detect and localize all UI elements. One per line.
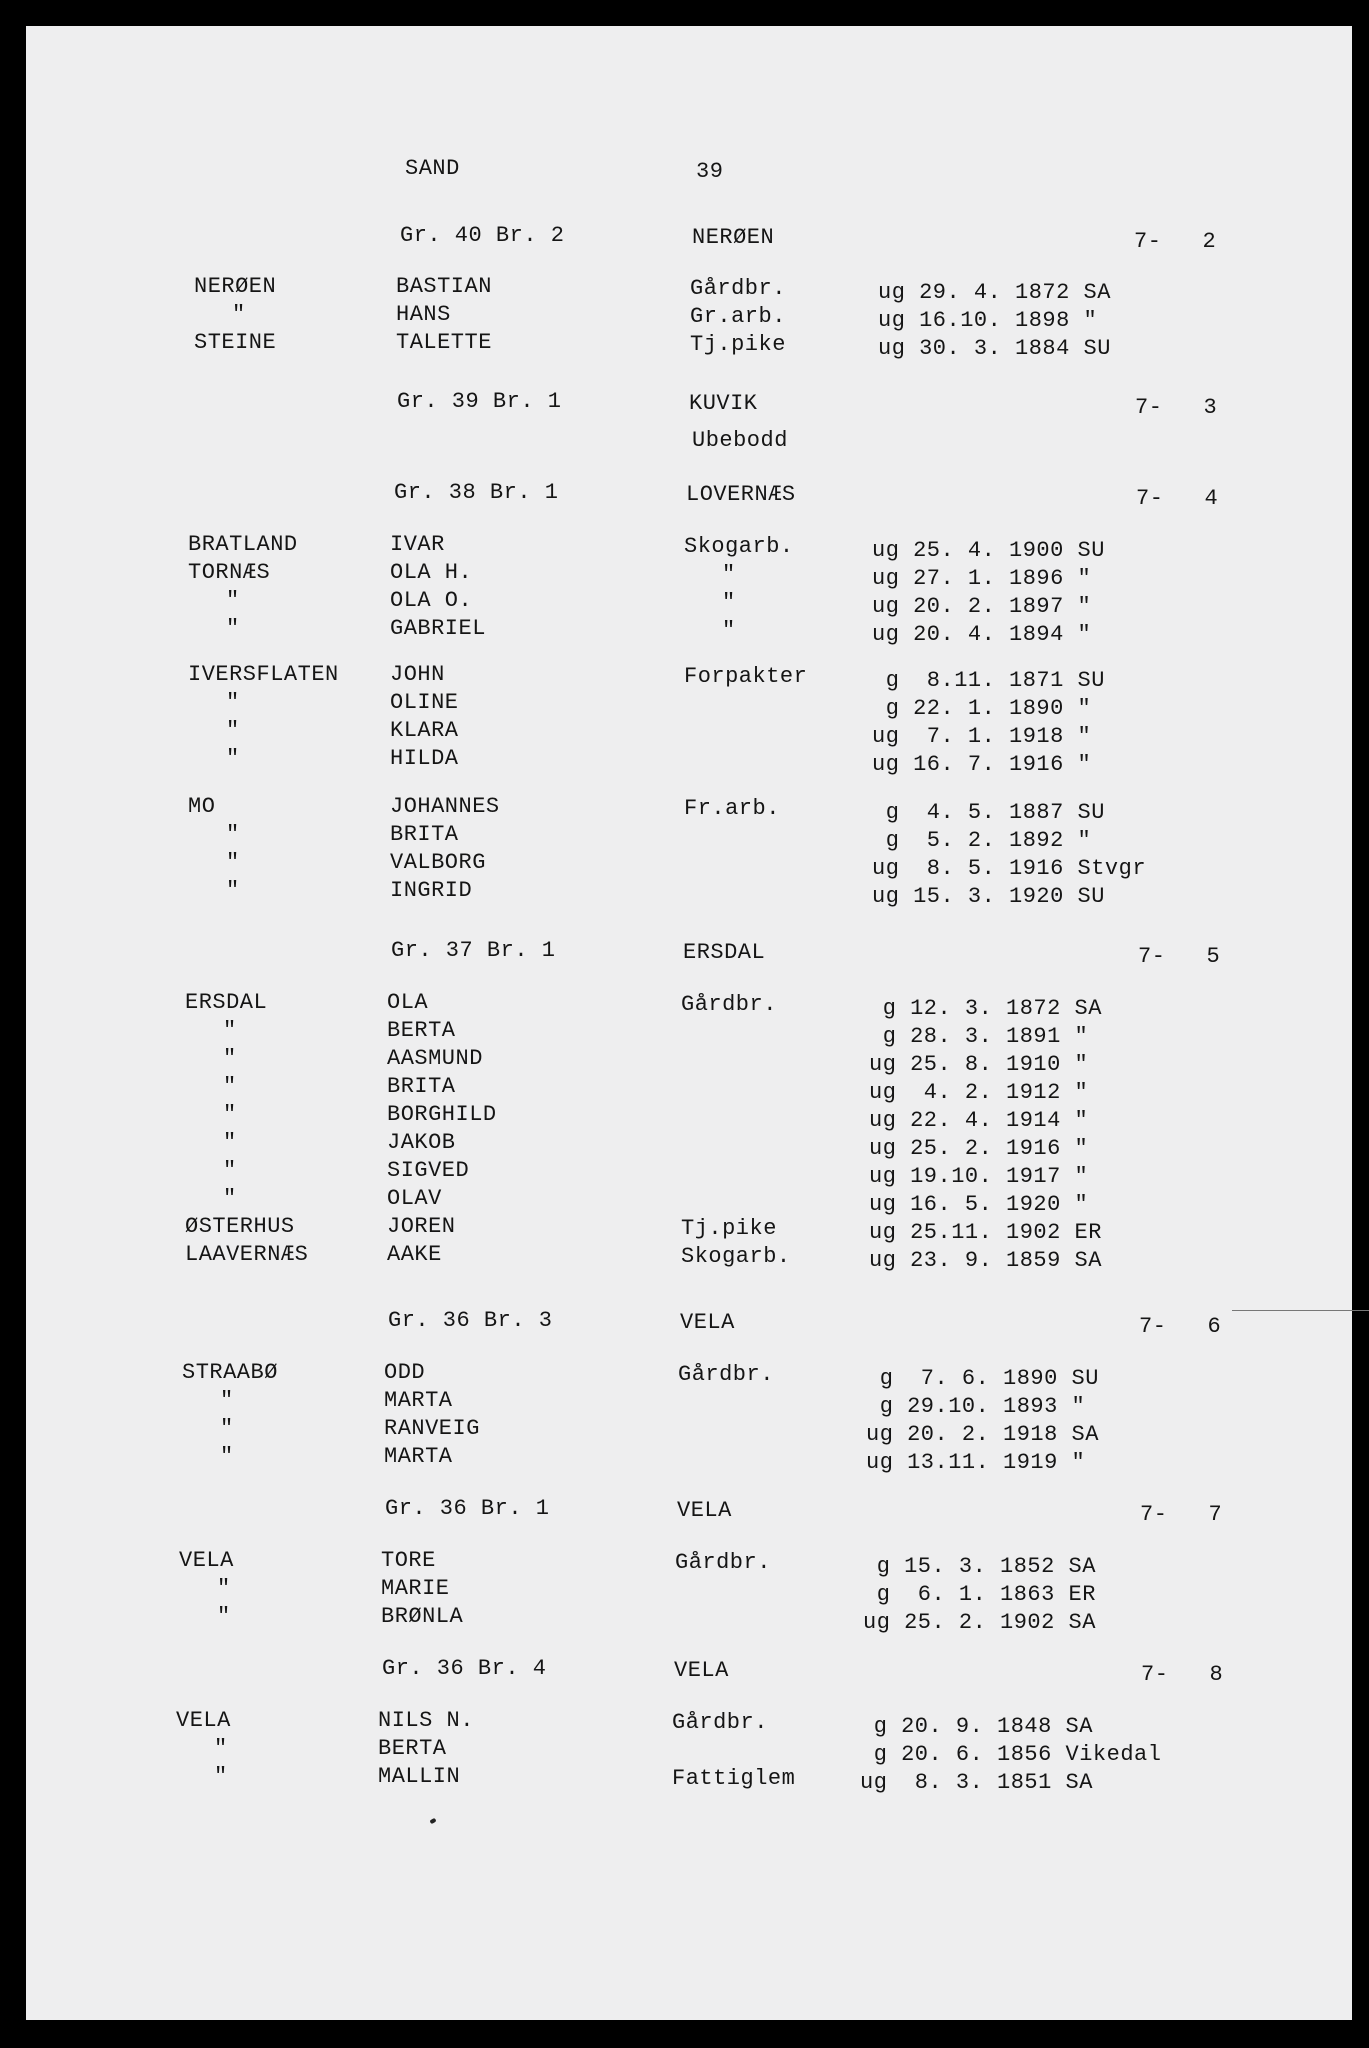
row-origin: " (223, 1046, 237, 1071)
row-birth-date: ug 4. 2. 1912 " (869, 1080, 1089, 1105)
row-origin: " (214, 1736, 228, 1761)
row-birth-date: g 6. 1. 1863 ER (863, 1582, 1096, 1607)
row-name: SIGVED (387, 1158, 470, 1183)
row-origin: TORNÆS (188, 560, 271, 585)
row-name: JOREN (387, 1214, 456, 1239)
row-name: MARTA (384, 1388, 453, 1413)
row-name: BRITA (387, 1074, 456, 1099)
row-birth-date: ug 16. 7. 1916 " (872, 752, 1092, 777)
row-occupation: Gårdbr. (675, 1550, 771, 1575)
section-group-number: Gr. 37 Br. 1 (391, 938, 556, 963)
row-name: BASTIAN (396, 274, 492, 299)
row-name: MARTA (384, 1444, 453, 1469)
section-farm-name: ERSDAL (683, 940, 766, 965)
section-divider (1232, 1310, 1369, 1311)
row-birth-date: ug 25. 2. 1916 " (869, 1136, 1089, 1161)
section-code: 7- 4 (1136, 486, 1219, 511)
row-name: VALBORG (390, 850, 486, 875)
row-origin: MO (188, 794, 216, 819)
section-code: 7- 6 (1139, 1314, 1222, 1339)
row-origin: " (223, 1130, 237, 1155)
row-origin: " (226, 718, 240, 743)
row-origin: " (220, 1388, 234, 1413)
row-origin: " (226, 850, 240, 875)
section-group-number: Gr. 36 Br. 1 (385, 1496, 550, 1521)
row-occupation: Tj.pike (690, 332, 786, 357)
row-birth-date: ug 22. 4. 1914 " (869, 1108, 1089, 1133)
row-occupation: " (722, 562, 736, 587)
section-farm-name: VELA (674, 1658, 729, 1683)
row-origin: " (220, 1444, 234, 1469)
row-origin: VELA (176, 1708, 231, 1733)
row-origin: IVERSFLATEN (188, 662, 339, 687)
row-origin: ØSTERHUS (185, 1214, 295, 1239)
section-code: 7- 8 (1141, 1662, 1224, 1687)
page-number: 39 (696, 159, 724, 184)
row-name: JOHN (390, 662, 445, 687)
row-name: OLINE (390, 690, 459, 715)
row-name: BORGHILD (387, 1102, 497, 1127)
row-birth-date: ug 20. 4. 1894 " (872, 622, 1092, 647)
row-birth-date: ug 25.11. 1902 ER (869, 1220, 1102, 1245)
row-occupation: Gårdbr. (690, 276, 786, 301)
row-origin: " (226, 822, 240, 847)
row-name: IVAR (390, 532, 445, 557)
row-birth-date: g 28. 3. 1891 " (869, 1024, 1089, 1049)
row-occupation: Gårdbr. (678, 1362, 774, 1387)
row-origin: " (214, 1764, 228, 1789)
row-birth-date: g 29.10. 1893 " (866, 1394, 1086, 1419)
row-birth-date: g 4. 5. 1887 SU (872, 800, 1105, 825)
row-birth-date: ug 20. 2. 1897 " (872, 594, 1092, 619)
row-birth-date: g 7. 6. 1890 SU (866, 1366, 1099, 1391)
row-name: TORE (381, 1548, 436, 1573)
row-occupation: Fr.arb. (684, 796, 780, 821)
row-birth-date: g 20. 6. 1856 Vikedal (860, 1742, 1162, 1767)
section-group-number: Gr. 36 Br. 4 (382, 1656, 547, 1681)
document-page (26, 26, 1352, 2020)
row-birth-date: ug 8. 5. 1916 Stvgr (872, 856, 1147, 881)
row-occupation: Tj.pike (681, 1216, 777, 1241)
section-code: 7- 3 (1135, 395, 1218, 420)
row-origin: " (220, 1416, 234, 1441)
row-name: BERTA (387, 1018, 456, 1043)
row-name: TALETTE (396, 330, 492, 355)
row-name: MARIE (381, 1576, 450, 1601)
row-name: GABRIEL (390, 616, 486, 641)
row-name: RANVEIG (384, 1416, 480, 1441)
row-birth-date: ug 8. 3. 1851 SA (860, 1770, 1093, 1795)
row-occupation: Gårdbr. (672, 1710, 768, 1735)
row-occupation: Skogarb. (681, 1244, 791, 1269)
row-origin: " (226, 746, 240, 771)
row-name: NILS N. (378, 1708, 474, 1733)
row-name: ODD (384, 1360, 426, 1385)
section-farm-name: KUVIK (689, 391, 758, 416)
row-name: MALLIN (378, 1764, 461, 1789)
row-name: OLA (387, 990, 429, 1015)
row-birth-date: g 8.11. 1871 SU (872, 668, 1105, 693)
row-origin: " (223, 1158, 237, 1183)
row-name: AAKE (387, 1242, 442, 1267)
row-birth-date: ug 23. 9. 1859 SA (869, 1248, 1102, 1273)
row-origin: LAAVERNÆS (185, 1242, 309, 1267)
row-name: JAKOB (387, 1130, 456, 1155)
row-name: OLAV (387, 1186, 442, 1211)
row-name: BRØNLA (381, 1604, 464, 1629)
row-origin: " (223, 1186, 237, 1211)
row-origin: STRAABØ (182, 1360, 278, 1385)
row-birth-date: ug 19.10. 1917 " (869, 1164, 1089, 1189)
row-name: KLARA (390, 718, 459, 743)
section-code: 7- 7 (1140, 1502, 1223, 1527)
row-origin: VELA (179, 1548, 234, 1573)
row-name: OLA O. (390, 588, 473, 613)
section-farm-name: LOVERNÆS (686, 482, 796, 507)
row-birth-date: ug 16.10. 1898 " (878, 308, 1098, 333)
row-name: BERTA (378, 1736, 447, 1761)
row-name: OLA H. (390, 560, 473, 585)
section-code: 7- 2 (1134, 229, 1217, 254)
row-birth-date: g 22. 1. 1890 " (872, 696, 1092, 721)
row-name: HANS (396, 302, 451, 327)
row-birth-date: ug 27. 1. 1896 " (872, 566, 1092, 591)
row-birth-date: ug 30. 3. 1884 SU (878, 336, 1111, 361)
section-farm-name: VELA (677, 1498, 732, 1523)
section-note: Ubebodd (692, 428, 788, 453)
row-origin: " (217, 1604, 231, 1629)
row-origin: " (226, 878, 240, 903)
stray-mark (429, 1818, 436, 1824)
row-occupation: Gårdbr. (681, 992, 777, 1017)
section-group-number: Gr. 40 Br. 2 (400, 223, 565, 248)
row-birth-date: ug 25. 4. 1900 SU (872, 538, 1105, 563)
section-group-number: Gr. 39 Br. 1 (397, 389, 562, 414)
row-name: BRITA (390, 822, 459, 847)
row-origin: BRATLAND (188, 532, 298, 557)
row-birth-date: g 5. 2. 1892 " (872, 828, 1092, 853)
row-birth-date: g 15. 3. 1852 SA (863, 1554, 1096, 1579)
row-occupation: Skogarb. (684, 534, 794, 559)
row-birth-date: ug 7. 1. 1918 " (872, 724, 1092, 749)
row-birth-date: ug 25. 2. 1902 SA (863, 1610, 1096, 1635)
row-birth-date: g 12. 3. 1872 SA (869, 996, 1102, 1021)
row-birth-date: g 20. 9. 1848 SA (860, 1714, 1093, 1739)
row-name: AASMUND (387, 1046, 483, 1071)
row-origin: " (226, 690, 240, 715)
row-occupation: " (722, 618, 736, 643)
section-farm-name: NERØEN (692, 225, 775, 250)
row-origin: " (223, 1102, 237, 1127)
row-name: HILDA (390, 746, 459, 771)
row-birth-date: ug 15. 3. 1920 SU (872, 884, 1105, 909)
row-origin: " (232, 302, 246, 327)
row-occupation: Fattiglem (672, 1766, 796, 1791)
row-origin: " (223, 1018, 237, 1043)
row-name: JOHANNES (390, 794, 500, 819)
row-birth-date: ug 20. 2. 1918 SA (866, 1422, 1099, 1447)
row-name: INGRID (390, 878, 473, 903)
section-code: 7- 5 (1138, 944, 1221, 969)
row-origin: " (217, 1576, 231, 1601)
page-place: SAND (405, 156, 460, 181)
row-birth-date: ug 13.11. 1919 " (866, 1450, 1086, 1475)
row-birth-date: ug 29. 4. 1872 SA (878, 280, 1111, 305)
row-origin: NERØEN (194, 274, 277, 299)
row-birth-date: ug 16. 5. 1920 " (869, 1192, 1089, 1217)
section-farm-name: VELA (680, 1310, 735, 1335)
row-origin: STEINE (194, 330, 277, 355)
row-occupation: Forpakter (684, 664, 808, 689)
row-birth-date: ug 25. 8. 1910 " (869, 1052, 1089, 1077)
row-occupation: Gr.arb. (690, 304, 786, 329)
row-origin: ERSDAL (185, 990, 268, 1015)
row-origin: " (223, 1074, 237, 1099)
row-occupation: " (722, 590, 736, 615)
row-origin: " (226, 588, 240, 613)
section-group-number: Gr. 38 Br. 1 (394, 480, 559, 505)
section-group-number: Gr. 36 Br. 3 (388, 1308, 553, 1333)
row-origin: " (226, 616, 240, 641)
